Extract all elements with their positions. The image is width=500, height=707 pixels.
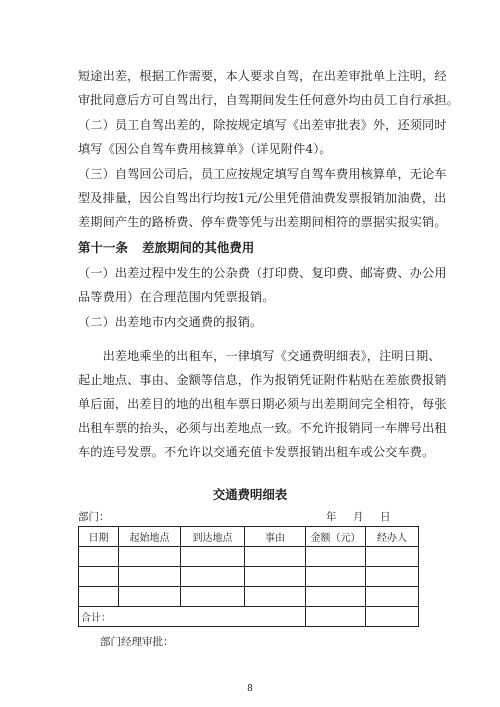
table-row: [79, 547, 419, 567]
table-cell[interactable]: [366, 587, 419, 607]
day-label: 日: [380, 511, 391, 523]
table-cell[interactable]: [181, 587, 245, 607]
text-line: 单后面，出差目的地的出租车票日期必须与出差期间完全相符，每张: [78, 397, 447, 411]
table-cell[interactable]: [366, 567, 419, 587]
table-cell[interactable]: [181, 547, 245, 567]
table-cell[interactable]: [366, 547, 419, 567]
table-title: 交通费明细表: [212, 487, 288, 502]
table-cell[interactable]: [306, 587, 366, 607]
total-label: 合计：: [79, 607, 306, 627]
table-cell[interactable]: [79, 587, 119, 607]
header-handler: 经办人: [366, 527, 419, 547]
paragraph-misc-expenses: [78, 261, 447, 309]
header-reason: 事由: [245, 527, 306, 547]
year-label: 年: [326, 511, 337, 523]
text-line: 出差地乘坐的出租车，一律填写《交通费明细表》，注明日期、: [78, 349, 441, 363]
section-heading: [78, 236, 433, 260]
section-title: 差旅期间的其他费用: [141, 240, 255, 255]
text-line: 品等费用）在合理范围内凭票报销。: [78, 290, 275, 304]
text-line: （二）出差地市内交通费的报销。: [78, 315, 263, 329]
paragraph-local-transport: [78, 310, 433, 334]
header-amount: 金额（元）: [306, 527, 366, 547]
total-handler-cell[interactable]: [366, 607, 419, 627]
text-line: （二）员工自驾出差的，除按规定填写《出差审批表》外，还须同时: [78, 118, 447, 132]
table-cell[interactable]: [306, 547, 366, 567]
manager-approval-label: 部门经理审批：: [100, 636, 174, 648]
table-cell[interactable]: [245, 587, 306, 607]
text-line: 审批同意后方可自驾出行，自驾期间发生任何意外均由员工自行承担。: [78, 93, 459, 107]
text-line: （一）出差过程中发生的公杂费（打印费、复印费、邮寄费、办公用: [78, 266, 447, 280]
month-label: 月: [353, 511, 364, 523]
paragraph-self-drive-forms: [78, 113, 447, 161]
table-cell[interactable]: [119, 587, 181, 607]
table-meta-row: [78, 509, 418, 525]
text-line: 起止地点、事由、金额等信息，作为报销凭证附件粘贴在差旅费报销: [78, 373, 447, 387]
text-line: 填写《因公自驾车费用核算单》（详见附件4）。: [78, 142, 332, 156]
header-end-location: 到达地点: [181, 527, 245, 547]
page-number: 8: [247, 684, 253, 694]
text-line: 车的连号发票。不允许以交通充值卡发票报销出租车或公交车费。: [78, 445, 435, 459]
header-date: 日期: [79, 527, 119, 547]
table-cell[interactable]: [181, 567, 245, 587]
table-total-row: [79, 607, 419, 627]
paragraph-self-drive-approval: [78, 64, 459, 112]
text-line: （三）自驾回公司后，员工应按规定填写自驾车费用核算单，无论车: [78, 167, 447, 181]
header-start-location: 起始地点: [119, 527, 181, 547]
text-line: 短途出差，根据工作需要，本人要求自驾，在出差审批单上注明，经: [78, 69, 447, 83]
transport-expense-table: [78, 526, 419, 627]
table-cell[interactable]: [119, 547, 181, 567]
table-cell[interactable]: [79, 567, 119, 587]
text-line: 型及排量，因公自驾出行均按1元/公里凭借油费发票报销加油费，出: [78, 191, 447, 205]
paragraph-taxi-rules: [78, 344, 447, 464]
total-amount-cell[interactable]: [306, 607, 366, 627]
table-cell[interactable]: [119, 567, 181, 587]
table-header-row: [79, 527, 419, 547]
table-cell[interactable]: [245, 547, 306, 567]
department-label: 部门：: [78, 511, 110, 523]
table-cell[interactable]: [306, 567, 366, 587]
table-cell[interactable]: [245, 567, 306, 587]
text-line: 差期间产生的路桥费、停车费等凭与出差期间相符的票据实报实销。: [78, 215, 447, 229]
section-number: 第十一条: [78, 240, 128, 255]
table-cell[interactable]: [79, 547, 119, 567]
text-line: 出租车票的抬头，必须与出差地点一致。不允许报销同一车牌号出租: [78, 421, 447, 435]
table-row: [79, 567, 419, 587]
table-row: [79, 587, 419, 607]
paragraph-self-drive-reimbursement: [78, 162, 447, 234]
